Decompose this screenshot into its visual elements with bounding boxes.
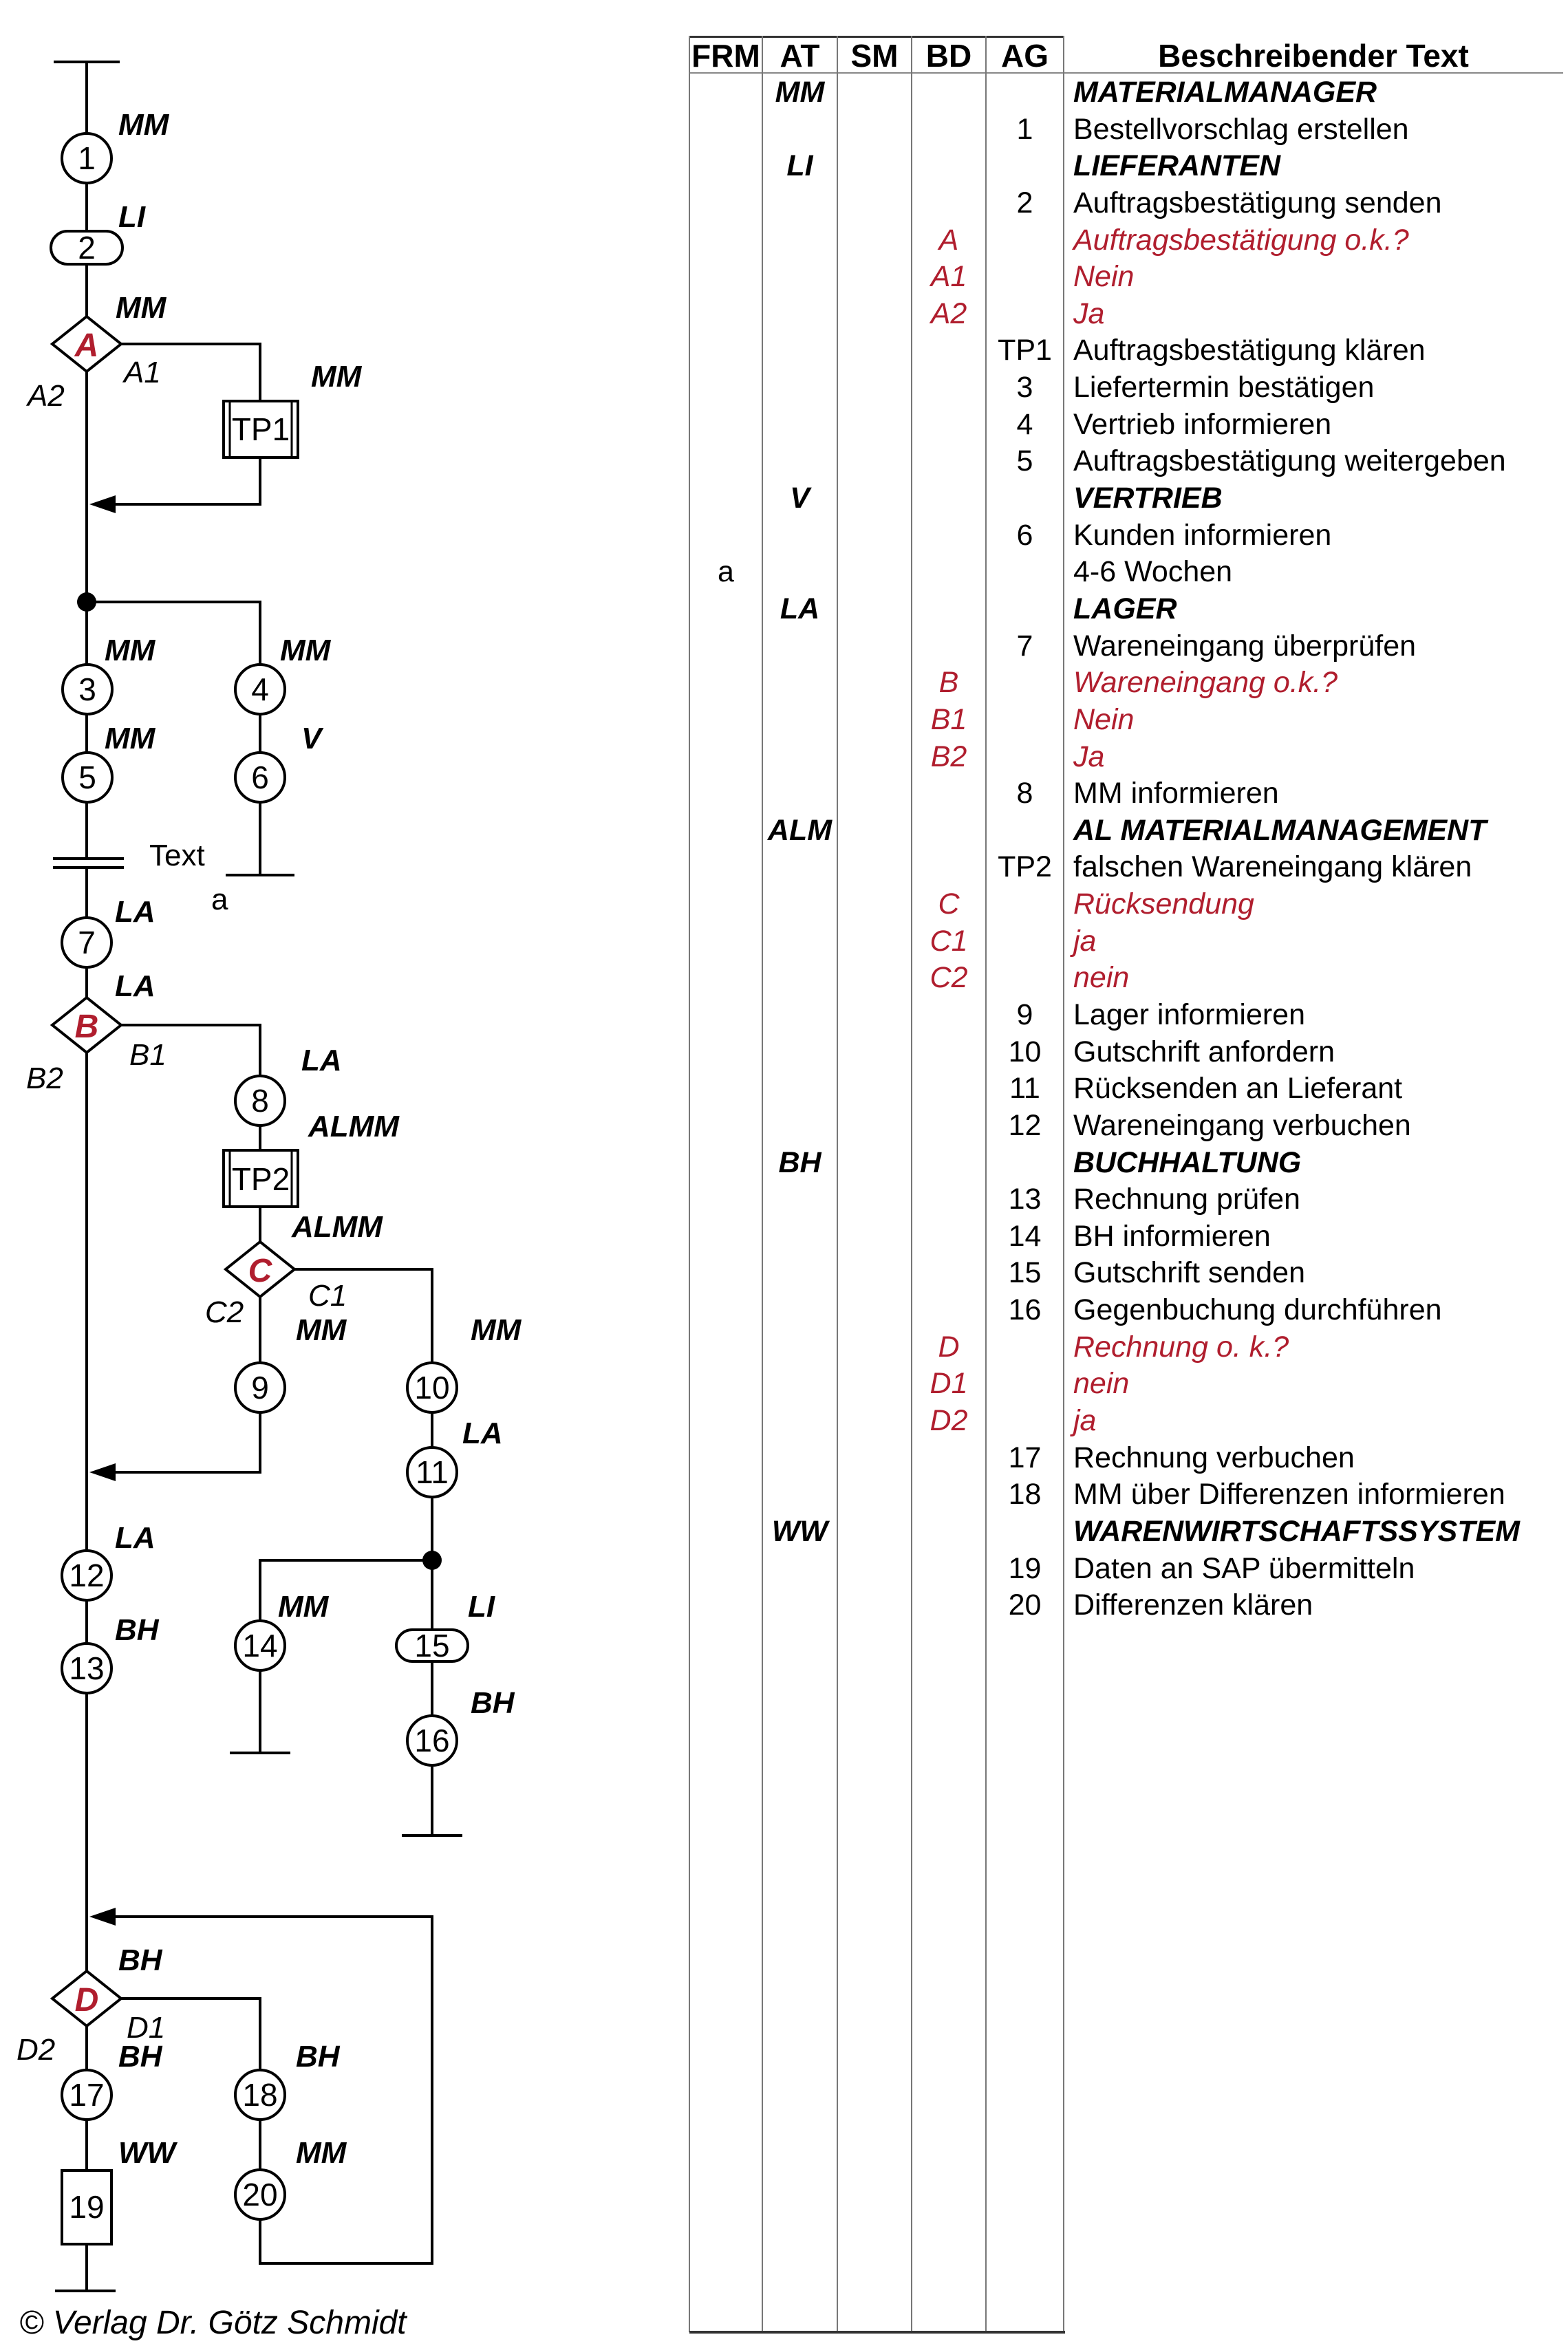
cell-bd: C [938, 887, 960, 921]
table-row [689, 627, 1563, 665]
edge-label: LI [118, 200, 146, 234]
edge-label: MM [105, 634, 155, 667]
table-row [689, 1291, 1563, 1328]
edge-label: BH [296, 2040, 340, 2074]
column-header-frm: FRM [691, 38, 760, 74]
cell-ag: 11 [1009, 1072, 1040, 1106]
cell-text: Auftragsbestätigung weitergeben [1073, 444, 1506, 478]
cell-text: AL MATERIALMANAGEMENT [1073, 813, 1487, 847]
table-row [689, 1107, 1563, 1144]
cell-text: Differenzen klären [1073, 1588, 1313, 1622]
cell-ag: TP1 [998, 334, 1052, 367]
node-number: 12 [69, 1558, 105, 1593]
cell-text: 4-6 Wochen [1073, 555, 1233, 589]
cell-at: MM [775, 76, 825, 109]
table-row [689, 812, 1563, 849]
cell-at: LA [780, 592, 820, 625]
cell-text: Rechnung prüfen [1073, 1183, 1300, 1216]
column-header-at: AT [780, 38, 820, 74]
node-number: 10 [414, 1370, 450, 1405]
node-number: 2 [78, 230, 96, 266]
cell-ag: 19 [1008, 1551, 1042, 1585]
cell-ag: 2 [1016, 186, 1033, 219]
table-row [689, 590, 1563, 627]
table-body [689, 74, 1563, 1628]
edge-label: BH [115, 1613, 159, 1647]
table-row [689, 959, 1563, 996]
cell-text: Rechnung verbuchen [1073, 1441, 1355, 1474]
table-row [689, 517, 1563, 554]
cell-text: VERTRIEB [1073, 482, 1223, 515]
table-row [689, 738, 1563, 775]
cell-bd: B1 [930, 702, 967, 736]
cell-bd: C2 [930, 961, 968, 995]
table-row [689, 1550, 1563, 1587]
edge-label: Text [149, 839, 205, 872]
cell-ag: 6 [1016, 518, 1033, 552]
edge-label: MM [296, 1313, 347, 1347]
edge-label: ALMM [308, 1110, 399, 1143]
cell-at: ALM [767, 813, 833, 847]
edge-label: LA [301, 1044, 342, 1077]
cell-at: BH [778, 1145, 821, 1179]
column-header-ag: AG [1001, 38, 1049, 74]
cell-text: falschen Wareneingang klären [1073, 850, 1472, 884]
node-number: 18 [242, 2077, 278, 2113]
table-row [689, 1033, 1563, 1070]
table-row [689, 553, 1563, 590]
merge-arrowhead [89, 495, 116, 513]
cell-text: Auftragsbestätigung klären [1073, 334, 1426, 367]
table-row [689, 996, 1563, 1033]
node-number: TP1 [231, 411, 290, 447]
table-row [689, 1181, 1563, 1218]
table-row [689, 74, 1563, 111]
decision-letter: A [74, 327, 99, 364]
edge-label: C2 [205, 1295, 244, 1329]
cell-ag: 14 [1008, 1219, 1042, 1253]
node-number: 13 [69, 1650, 105, 1686]
edge-label: ALMM [292, 1210, 383, 1244]
cell-bd: D1 [930, 1367, 968, 1401]
edge-label: WW [118, 2136, 176, 2170]
cell-text: Rechnung o. k.? [1073, 1330, 1289, 1364]
table-row [689, 406, 1563, 443]
cell-text: Kunden informieren [1073, 518, 1332, 552]
table-row [689, 1218, 1563, 1255]
cell-ag: 1 [1016, 112, 1033, 146]
cell-bd: B [938, 666, 959, 700]
table-row [689, 775, 1563, 812]
cell-ag: 15 [1008, 1256, 1042, 1290]
table-bottom-border [689, 2331, 1065, 2334]
node-number: 14 [242, 1628, 278, 1663]
cell-ag: 5 [1016, 444, 1033, 478]
cell-text: Nein [1073, 702, 1135, 736]
interrupt-gap [48, 860, 128, 866]
table-row [689, 295, 1563, 332]
merge-arrowhead [89, 1908, 116, 1926]
edge-label: B2 [26, 1062, 63, 1095]
node-number: TP2 [231, 1161, 290, 1197]
cell-text: Auftragsbestätigung senden [1073, 186, 1442, 219]
cell-text: ja [1073, 1404, 1097, 1438]
edge-label: LI [468, 1590, 495, 1624]
edge-label: MM [105, 722, 155, 755]
cell-at: WW [771, 1514, 828, 1548]
decision-letter: C [248, 1253, 272, 1289]
cell-text: Auftragsbestätigung o.k.? [1073, 223, 1409, 257]
edge-label: V [301, 722, 322, 755]
table-row [689, 184, 1563, 222]
cell-ag: 8 [1016, 777, 1033, 810]
cell-text: WARENWIRTSCHAFTSSYSTEM [1073, 1514, 1520, 1548]
cell-text: nein [1073, 961, 1130, 995]
cell-ag: 17 [1008, 1441, 1042, 1474]
table-row [689, 1254, 1563, 1291]
cell-at: V [790, 482, 810, 515]
edge-label: a [211, 883, 228, 916]
table-row [689, 923, 1563, 960]
edge-label: BH [118, 2040, 162, 2074]
edge-label: BH [118, 1943, 162, 1977]
cell-text: Nein [1073, 260, 1135, 294]
cell-text: Daten an SAP übermitteln [1073, 1551, 1415, 1585]
cell-ag: 10 [1008, 1035, 1042, 1068]
table-row [689, 701, 1563, 738]
table-row [689, 1070, 1563, 1107]
cell-bd: B2 [930, 740, 967, 773]
node-number: 3 [78, 671, 96, 707]
table-row [689, 848, 1563, 885]
edge-label: C1 [308, 1279, 347, 1313]
cell-text: LAGER [1073, 592, 1177, 625]
cell-text: ja [1073, 924, 1097, 958]
cell-text: Gutschrift senden [1073, 1256, 1306, 1290]
cell-text: Rücksendung [1073, 887, 1254, 921]
table-row [689, 1328, 1563, 1366]
cell-at: LI [786, 149, 813, 183]
cell-ag: 20 [1008, 1588, 1042, 1622]
edge-label: B1 [129, 1038, 167, 1072]
node-number: 8 [251, 1083, 269, 1119]
cell-ag: 3 [1016, 371, 1033, 405]
cell-text: Bestellvorschlag erstellen [1073, 112, 1409, 146]
cell-bd: A [938, 223, 959, 257]
node-number: 11 [416, 1454, 449, 1490]
edge-label: MM [471, 1313, 522, 1347]
edge-label: LA [462, 1417, 503, 1450]
edge-label: D1 [127, 2011, 166, 2045]
node-number: 17 [69, 2077, 105, 2113]
decision-letter: B [74, 1009, 99, 1045]
cell-ag: TP2 [998, 850, 1052, 884]
cell-text: Rücksenden an Lieferant [1073, 1072, 1403, 1106]
table-row [689, 442, 1563, 480]
node-number: 20 [242, 2177, 278, 2212]
cell-text: nein [1073, 1367, 1130, 1401]
edge-label: LA [115, 895, 155, 929]
cell-ag: 7 [1016, 629, 1033, 663]
node-number: 16 [414, 1723, 450, 1758]
cell-text: Lager informieren [1073, 998, 1306, 1031]
node-number: 15 [414, 1628, 450, 1663]
table-row [689, 1144, 1563, 1181]
column-header-sm: SM [850, 38, 899, 74]
edge-label: MM [296, 2136, 347, 2170]
cell-bd: C1 [930, 924, 968, 958]
column-header-bd: BD [925, 38, 972, 74]
edge-label: D2 [17, 2033, 56, 2067]
cell-ag: 13 [1008, 1183, 1042, 1216]
cell-ag: 18 [1008, 1478, 1042, 1511]
column-header-text: Beschreibender Text [1158, 38, 1469, 74]
edge-label: BH [471, 1686, 515, 1720]
cell-text: MM informieren [1073, 777, 1279, 810]
cell-text: BUCHHALTUNG [1073, 1145, 1302, 1179]
table-header-row [689, 36, 1563, 74]
cell-text: MM über Differenzen informieren [1073, 1478, 1505, 1511]
cell-ag: 16 [1008, 1293, 1042, 1327]
cell-bd: A2 [930, 297, 967, 330]
cell-ag: 4 [1016, 407, 1033, 441]
junction-dot [422, 1551, 442, 1570]
edge-label: MM [278, 1590, 329, 1624]
cell-bd: D [938, 1330, 960, 1364]
cell-text: Liefertermin bestätigen [1073, 371, 1375, 405]
table-row [689, 1513, 1563, 1550]
edge-label: A2 [28, 379, 65, 413]
node-number: 9 [251, 1370, 269, 1405]
cell-text: LIEFERANTEN [1073, 149, 1280, 183]
cell-text: Gutschrift anfordern [1073, 1035, 1335, 1068]
edge-label: MM [311, 360, 362, 394]
cell-ag: 9 [1016, 998, 1033, 1031]
cell-text: Ja [1073, 740, 1105, 773]
decision-letter: D [74, 1982, 99, 2018]
merge-arrowhead [89, 1463, 116, 1481]
table-row [689, 1365, 1563, 1402]
edge-label: MM [280, 634, 331, 667]
cell-text: Ja [1073, 297, 1105, 330]
cell-bd: D2 [930, 1404, 968, 1438]
table-row [689, 1402, 1563, 1439]
edge-label: LA [115, 1521, 155, 1555]
node-number: 4 [251, 671, 269, 707]
node-number: 7 [78, 925, 96, 960]
node-number: 6 [251, 760, 269, 795]
table-row [689, 332, 1563, 369]
cell-text: Wareneingang überprüfen [1073, 629, 1417, 663]
cell-text: Wareneingang verbuchen [1073, 1108, 1411, 1142]
edge-label: A1 [124, 356, 161, 389]
table-row [689, 1439, 1563, 1476]
table-row [689, 111, 1563, 148]
cell-text: BH informieren [1073, 1219, 1271, 1253]
node-number: 5 [78, 760, 96, 795]
table-row [689, 885, 1563, 923]
copyright-text: © Verlag Dr. Götz Schmidt [19, 2305, 407, 2341]
node-number: 19 [69, 2189, 105, 2225]
table-row [689, 1476, 1563, 1513]
node-number: 1 [78, 140, 96, 176]
edge-label: LA [115, 969, 155, 1003]
cell-bd: A1 [930, 260, 967, 294]
table-row [689, 258, 1563, 295]
cell-text: Wareneingang o.k.? [1073, 666, 1338, 700]
table-row [689, 1586, 1563, 1624]
cell-frm: a [718, 555, 734, 589]
edge-label: MM [116, 291, 167, 325]
junction-dot [77, 592, 96, 612]
table-row [689, 222, 1563, 259]
table-row [689, 147, 1563, 184]
table-row [689, 480, 1563, 517]
cell-text: Gegenbuchung durchführen [1073, 1293, 1442, 1327]
edge-label: MM [118, 108, 169, 142]
table-row [689, 664, 1563, 701]
cell-text: Vertrieb informieren [1073, 407, 1332, 441]
cell-ag: 12 [1008, 1108, 1042, 1142]
cell-text: MATERIALMANAGER [1073, 76, 1377, 109]
table-row [689, 369, 1563, 406]
